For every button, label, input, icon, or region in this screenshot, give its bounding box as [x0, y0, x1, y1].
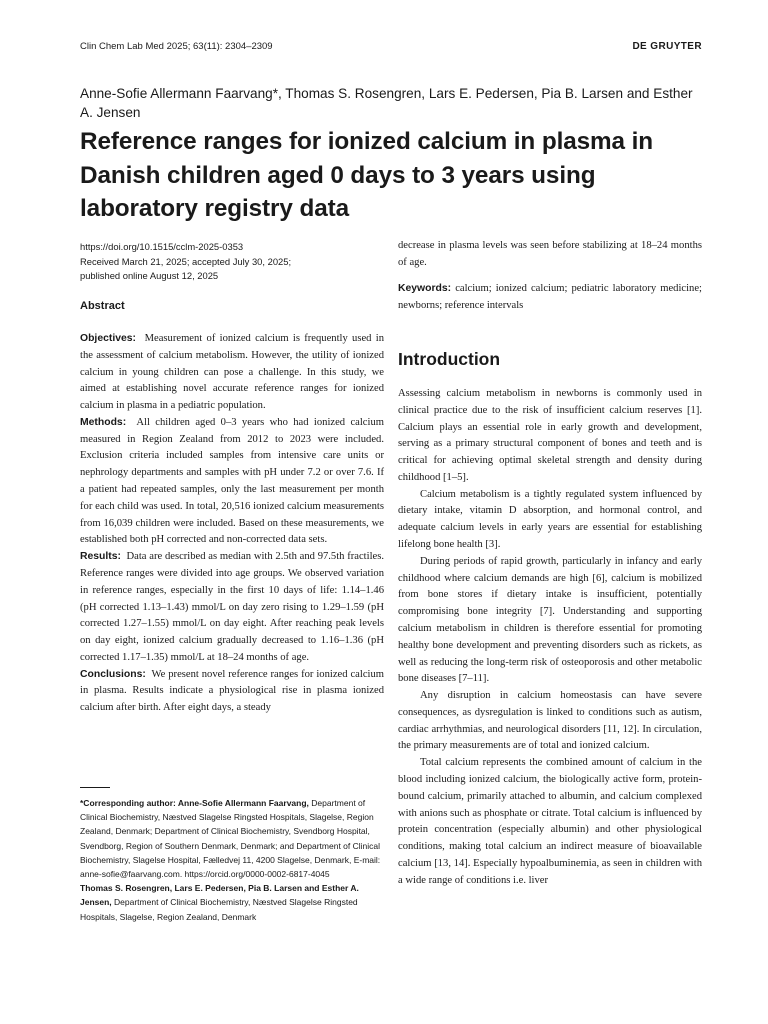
journal-citation: Clin Chem Lab Med 2025; 63(11): 2304–2309: [80, 41, 273, 52]
methods-label: Methods:: [80, 416, 127, 428]
methods-text: All children aged 0–3 years who had ionized calcium measured in Region Zealand from 2012 to 2023 were included. Exclusion criteria included samples from intensive care units or nephrology departments and samples with pH under 7.2 or over 7.6. If a patient had repeated samples, only the last measurement per month for each child was used. In total, 20,516 ionized calcium measurements from 16,039 children were included. Based on these measurements, we established both pH corrected and non-corrected data sets.: [80, 416, 384, 546]
doi-link[interactable]: https://doi.org/10.1515/cclm-2025-0353: [80, 241, 244, 252]
corresponding-author-affiliation: Department of Clinical Biochemistry, Næstved Slagelse Ringsted Hospitals, Slagelse, Region Zealand, Denmark; Department of Clinical Biochemistry, Svendborg Hospital, Svendborg, Region of Southern Denmark, Denmark; and Department of Clinical Biochemistry, Slagelse Hospital, Fælledvej 11, 4200 Slagelse, Denmark, E-mail: anne-sofie@faarvang.com. https://orcid.org/0000-0002-6817-4045: [80, 798, 381, 880]
footnote-divider: [80, 787, 110, 788]
corresponding-author-note: [80, 796, 384, 881]
keywords-text: calcium; ionized calcium; pediatric laboratory medicine; newborns; reference intervals: [398, 283, 702, 311]
abstract-results: [80, 549, 384, 666]
article-title: Reference ranges for ionized calcium in plasma in Danish children aged 0 days to 3 years using laboratory registry data: [80, 128, 654, 222]
keywords-line: [398, 281, 702, 315]
abstract-body: [80, 331, 384, 717]
intro-paragraph: Total calcium represents the combined amount of calcium in the blood including ionized calcium, the biologically active form, protein-bound calcium, primarily attached to albumin, and calcium complexed with anions such as phosphate or citrate. Total calcium is influenced by protein concentration (especially albumin) and other physiological conditions, making total calcium an indirect measure of bioavailable calcium [13, 14]. Especially hypoalbuminemia, as seen in children with a wide range of conditions i.e. liver: [398, 757, 702, 886]
keywords-label: Keywords:: [398, 283, 452, 294]
published-date: published online August 12, 2025: [80, 270, 219, 282]
coauthors-label: Thomas S. Rosengren, Lars E. Pedersen, Pia B. Larsen and Esther A. Jensen,: [80, 883, 359, 908]
intro-paragraph: Calcium metabolism is a tightly regulated system influenced by dietary intake, vitamin D absorption, and hormonal control, and adequate calcium levels in early years are essential for establishing lifelong bone health [3].: [398, 488, 702, 551]
intro-paragraph: During periods of rapid growth, particularly in infancy and early childhood where calcium demands are high [6], calcium is mobilized from bone stores if dietary intake is insufficient, potentially compromising bone integrity [7]. Understanding and supporting calcium metabolism in children is therefore essential for promoting healthy bone development and preventing disorders such as rickets, as well as reducing the long-term risk of osteoporosis and other metabolic bone diseases [7–11].: [398, 555, 702, 685]
keywords-block: [398, 281, 702, 315]
conclusions-label: Conclusions:: [80, 668, 146, 680]
abstract-heading: Abstract: [80, 300, 125, 312]
coauthors-affiliation: Department of Clinical Biochemistry, Næstved Slagelse Ringsted Hospitals, Slagelse, Region Zealand, Denmark: [80, 897, 358, 922]
intro-paragraph: Any disruption in calcium homeostasis can have severe consequences, as dysregulation is linked to conditions such as autism, cardiac arrhythmias, and neurological disorders [11, 12]. In circulation, the primary measurements are of total and ionized calcium.: [398, 690, 702, 752]
abstract-continuation: [398, 238, 702, 272]
introduction-body: [398, 386, 702, 889]
abstract-conclusions: [80, 667, 384, 717]
publisher-name: DE GRUYTER: [632, 41, 702, 52]
results-text: Data are described as median with 2.5th and 97.5th fractiles. Reference ranges were divided into age groups. We observed variation in reference ranges, especially in the first 10 days of life: 1.14–1.46 (pH corrected 1.13–1.43) mmol/L on day zero rising to 1.29–1.59 (pH corrected 1.27–1.55) mmol/L on day eight. After reaching peak levels on day eight, ionized calcium gradually decreased to 1.16–1.36 (pH corrected 1.17–1.35) mmol/L at 18–24 months of age.: [80, 551, 384, 663]
received-accepted-dates: Received March 21, 2025; accepted July 30, 2025;: [80, 255, 292, 267]
corresponding-author-label: *Corresponding author: Anne-Sofie Allermann Faarvang,: [80, 798, 309, 808]
coauthors-note: [80, 881, 384, 924]
conclusions-continued-text: decrease in plasma levels was seen before stabilizing at 18–24 months of age.: [398, 240, 702, 268]
running-header: [80, 40, 702, 54]
objectives-text: Measurement of ionized calcium is frequently used in the assessment of calcium metabolism. However, the utility of ionized calcium in young children can pose a challenge. In this study, we aimed at establishing novel accurate reference ranges for ionized calcium in plasma in a pediatric population.: [80, 333, 384, 412]
abstract-objectives: [80, 331, 384, 415]
conclusions-text: We present novel reference ranges for ionized calcium in plasma. Results indicate a physiological rise in plasma ionized calcium after birth. After eight days, a steady: [80, 668, 384, 714]
author-footnotes: [80, 796, 384, 924]
intro-paragraph: Assessing calcium metabolism in newborns is commonly used in clinical practice due to the risk of insufficient calcium reserves [1]. Calcium plays an essential role in early growth and development, serving as a primary structural component of bones and teeth and is critical for achieving optimal skeletal strength and density during childhood [1–5].: [398, 388, 702, 483]
abstract-methods: [80, 415, 384, 549]
results-label: Results:: [80, 551, 121, 563]
author-list: Anne-Sofie Allermann Faarvang*, Thomas S. Rosengren, Lars E. Pedersen, Pia B. Larsen and Esther A. Jensen: [80, 86, 693, 120]
article-meta: [80, 240, 380, 284]
introduction-heading: Introduction: [398, 349, 501, 369]
objectives-label: Objectives:: [80, 333, 137, 344]
